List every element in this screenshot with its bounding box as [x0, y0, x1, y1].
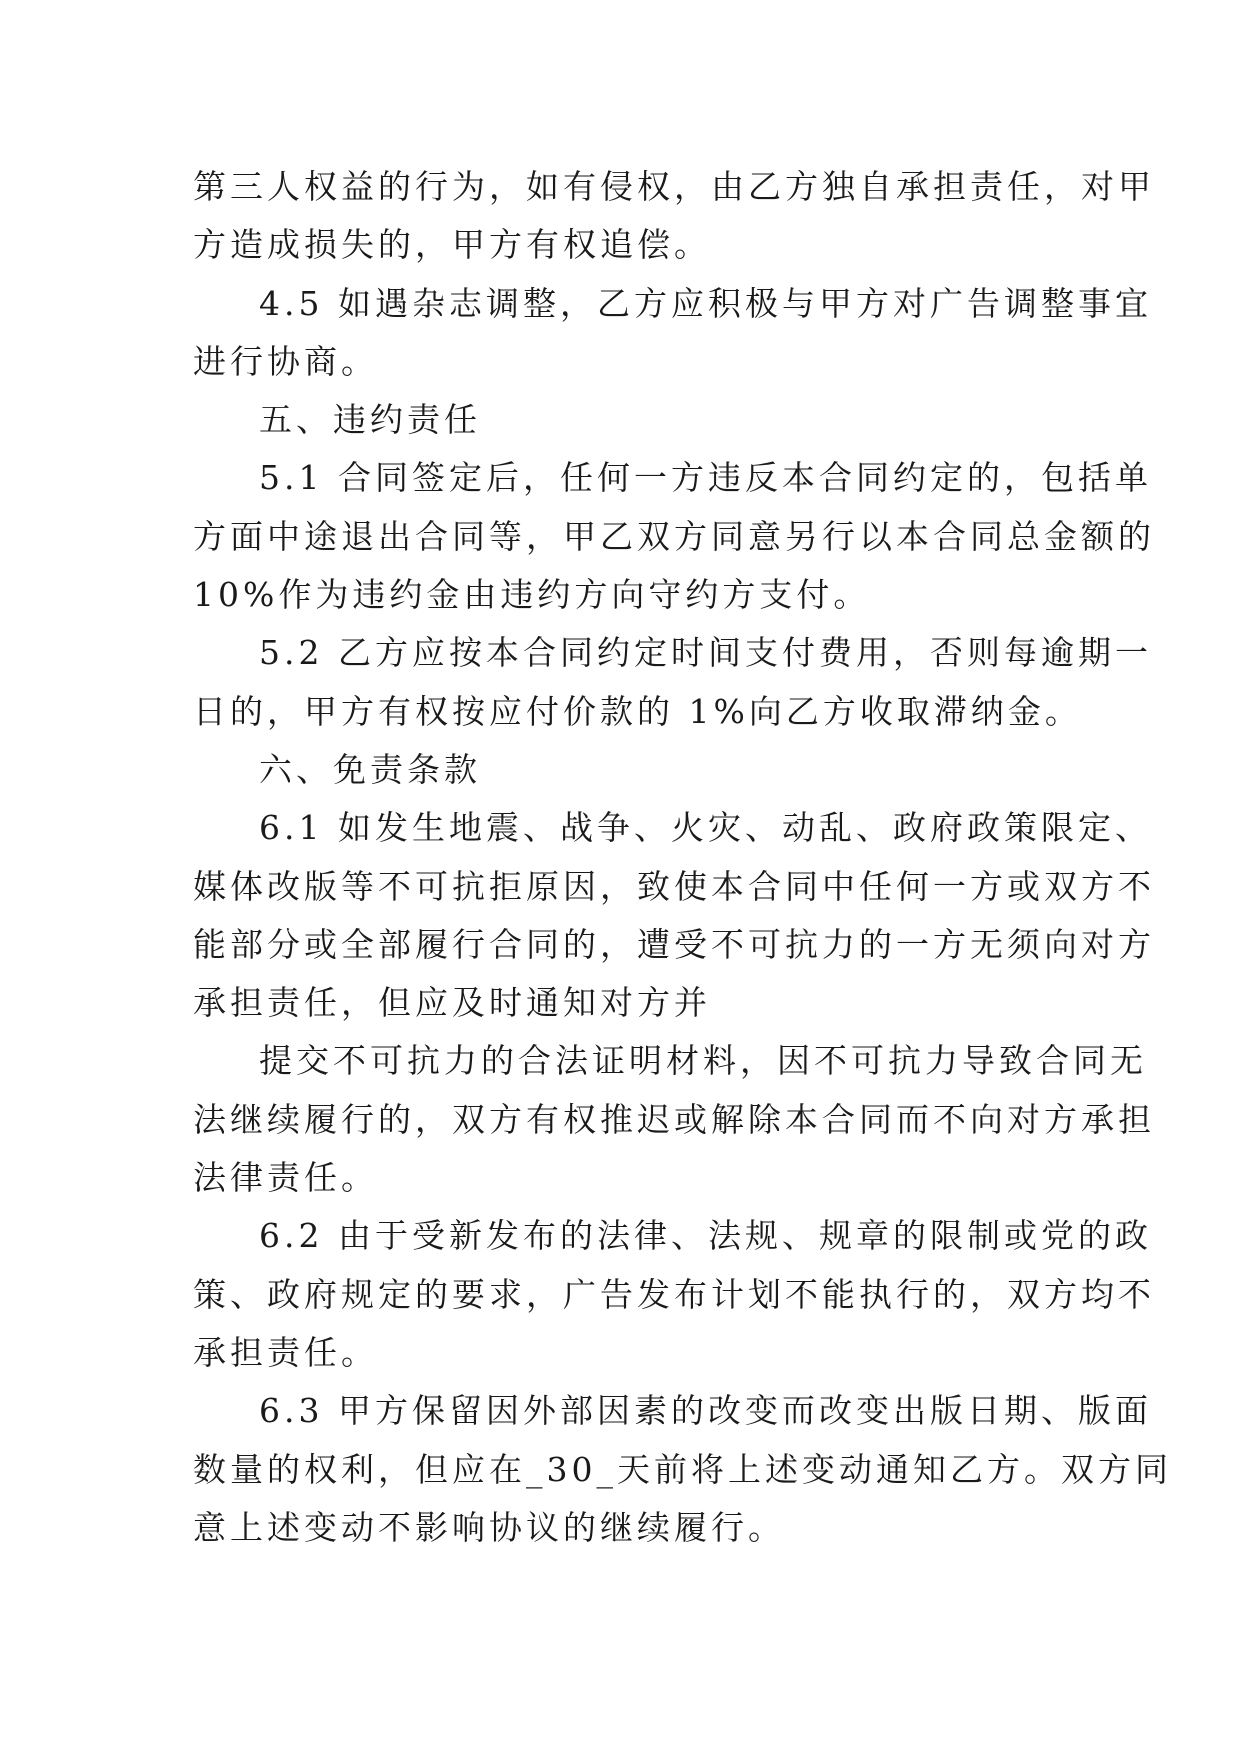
text-line: 日的，甲方有权按应付价款的 1%向乙方收取滞纳金。: [193, 691, 1082, 731]
document-body: [193, 158, 1172, 1557]
text-line: 媒体改版等不可抗拒原因，致使本合同中任何一方或双方不: [193, 866, 1155, 906]
text-line: 第三人权益的行为，如有侵权，由乙方独自承担责任，对甲: [193, 167, 1155, 206]
text-line: 六、免责条款: [259, 749, 481, 789]
text-line: 提交不可抗力的合法证明材料，因不可抗力导致合同无: [259, 1041, 1147, 1081]
text-line: 6.1 如发生地震、战争、火灾、动乱、政府政策限定、: [259, 808, 1152, 848]
text-line: 方面中途退出合同等，甲乙双方同意另行以本合同总金额的: [193, 516, 1155, 556]
text-line: 策、政府规定的要求，广告发布计划不能执行的，双方均不: [193, 1274, 1155, 1314]
text-line: 4.5 如遇杂志调整，乙方应积极与甲方对广告调整事宜: [259, 283, 1152, 323]
text-line: 承担责任。: [193, 1332, 378, 1372]
text-line: 承担责任，但应及时通知对方并: [193, 983, 711, 1023]
text-line: 法继续履行的，双方有权推迟或解除本合同而不向对方承担: [193, 1099, 1155, 1139]
text-line: 意上述变动不影响协议的继续履行。: [193, 1507, 785, 1547]
text-line: 5.2 乙方应按本合同约定时间支付费用，否则每逾期一: [259, 633, 1152, 673]
text-line: 方造成损失的，甲方有权追偿。: [193, 225, 711, 265]
text-line: 进行协商。: [193, 341, 378, 381]
text-line: 6.2 由于受新发布的法律、法规、规章的限制或党的政: [259, 1216, 1152, 1256]
text-line: 数量的权利，但应在_30_天前将上述变动通知乙方。双方同: [193, 1449, 1172, 1489]
text-line: 能部分或全部履行合同的，遭受不可抗力的一方无须向对方: [193, 924, 1155, 964]
text-line: 5.1 合同签定后，任何一方违反本合同约定的，包括单: [259, 458, 1152, 498]
text-line: 6.3 甲方保留因外部因素的改变而改变出版日期、版面: [259, 1391, 1152, 1431]
text-line: 10%作为违约金由违约方向守约方支付。: [193, 575, 871, 615]
text-line: 五、违约责任: [259, 400, 481, 440]
text-line: 法律责任。: [193, 1158, 378, 1198]
